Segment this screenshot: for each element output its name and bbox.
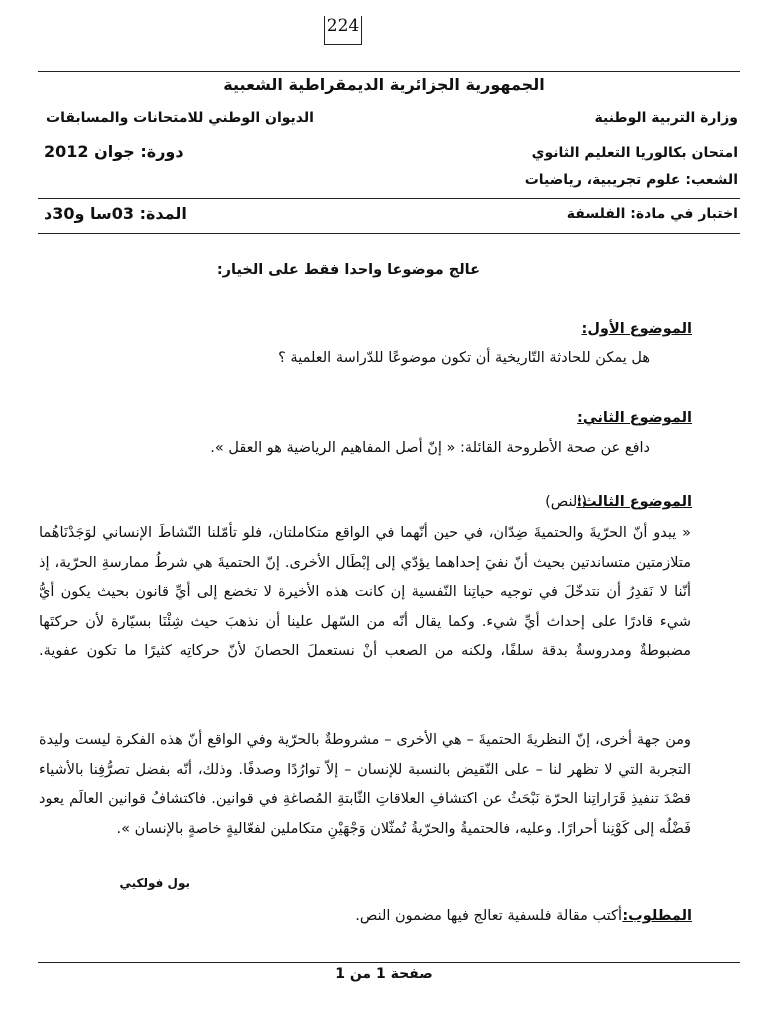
page-number-box: 224 (324, 16, 362, 45)
required-label: المطلوب: (622, 908, 692, 924)
exam-label: امتحان بكالوريا التعليم الثانوي (531, 145, 738, 161)
text-paragraph-1: « يبدو أنّ الحرّيةَ والحتميةَ ضِدّان، في حين أنّهما في الواقع متكاملتان، فلو تأمّلنا النّشاطَ الإنساني لوَجَدْنَاهُما متلازمتين متساندتين بحيث أنّ نفيَ إحداهما يؤدّي إلى إبْطَال الأخرى. إنّ الحتميةَ هي شرطُ ممارسةِ الحرّية، إذ أنّنا لا نَقدِرُ أن نتدخّلَ في توجيه حياتِنا النّفسية إن كانت هذه الأخيرة لا تخضع إلى أيِّ قانون بحيث يكون أيُّ شيء قادرًا على إحداث أيِّ شيء. وكما يقال أنّه من السّهل علينا أن نذهبَ حيث شِئْنَا بسيّارة لأن حركتَها مضبوطةٌ ومدروسةٌ بدقة سلفًا، ولكنه من الصعب أنْ نستعملَ الحصانَ لأنّ حركاتِه كثيرًا ما تكون عفوية. (39, 525, 691, 659)
republic-title: الجمهورية الجزائرية الديمقراطية الشعبية (223, 75, 545, 94)
duration-label: المدة: 03سا و30د (44, 204, 187, 223)
text-paragraph-2: ومن جهة أخرى، إنّ النظريةَ الحتميةَ – هي الأخرى – مشروطةٌ بالحرّية وفي الواقع أنّ هذه الفكرة ليست وليدة التجربة التي لا تظهر لنا – على النّقيض بالنسبة للإنسان – إلاّ توارُدًا وصدفًا. وذلك، أنّه بفضل تصرُّفِنا بالأشياء قصْدَ تنفيذِ قَرَاراتِنا الحرّة نَبْحَثُ عن اكتشافِ العلاقاتِ الثّابتةِ المُصاغةِ في قوانين. فاكتشافُ قوانين العالَم يعود فَضْلُه إلى كَوْنِنا أحرارًا. وعليه، فالحتميةُ والحرّيةُ تُمثّلان وَجْهَيْنِ متكاملين لفعّاليةٍ خاصةٍ بالإنسان ». (39, 732, 691, 837)
footer-page: صفحة 1 من 1 (335, 966, 433, 982)
subject-label: اختبار في مادة: الفلسفة (566, 206, 738, 222)
topic2-title: الموضوع الثاني: (577, 410, 692, 426)
footer-rule (38, 962, 740, 963)
topic1-question: هل يمكن للحادثة التّاريخية أن تكون موضوعًا للدّراسة العلمية ؟ (278, 350, 650, 366)
header-rule-1 (38, 198, 740, 199)
topic3-subtitle: (النص) (545, 494, 587, 510)
top-rule (38, 71, 740, 72)
instruction: عالج موضوعا واحدا فقط على الخيار: (216, 262, 480, 278)
ministry-label: وزارة التربية الوطنية (594, 110, 738, 126)
required-text: أكتب مقالة فلسفية تعالج فيها مضمون النص. (355, 908, 622, 924)
header-rule-2 (38, 233, 740, 234)
branches-label: الشعب: علوم تجريبية، رياضيات (524, 172, 738, 188)
topic3-title: الموضوع الثالث: (576, 494, 692, 510)
topic1-title: الموضوع الأول: (581, 321, 692, 337)
topic2-question: دافع عن صحة الأطروحة القائلة: « إنّ أصل المفاهيم الرياضية هو العقل ». (210, 440, 650, 456)
text-author: بول فولكيي (119, 876, 190, 890)
session-label: دورة: جوان 2012 (44, 142, 184, 161)
office-label: الديوان الوطني للامتحانات والمسابقات (46, 110, 314, 126)
